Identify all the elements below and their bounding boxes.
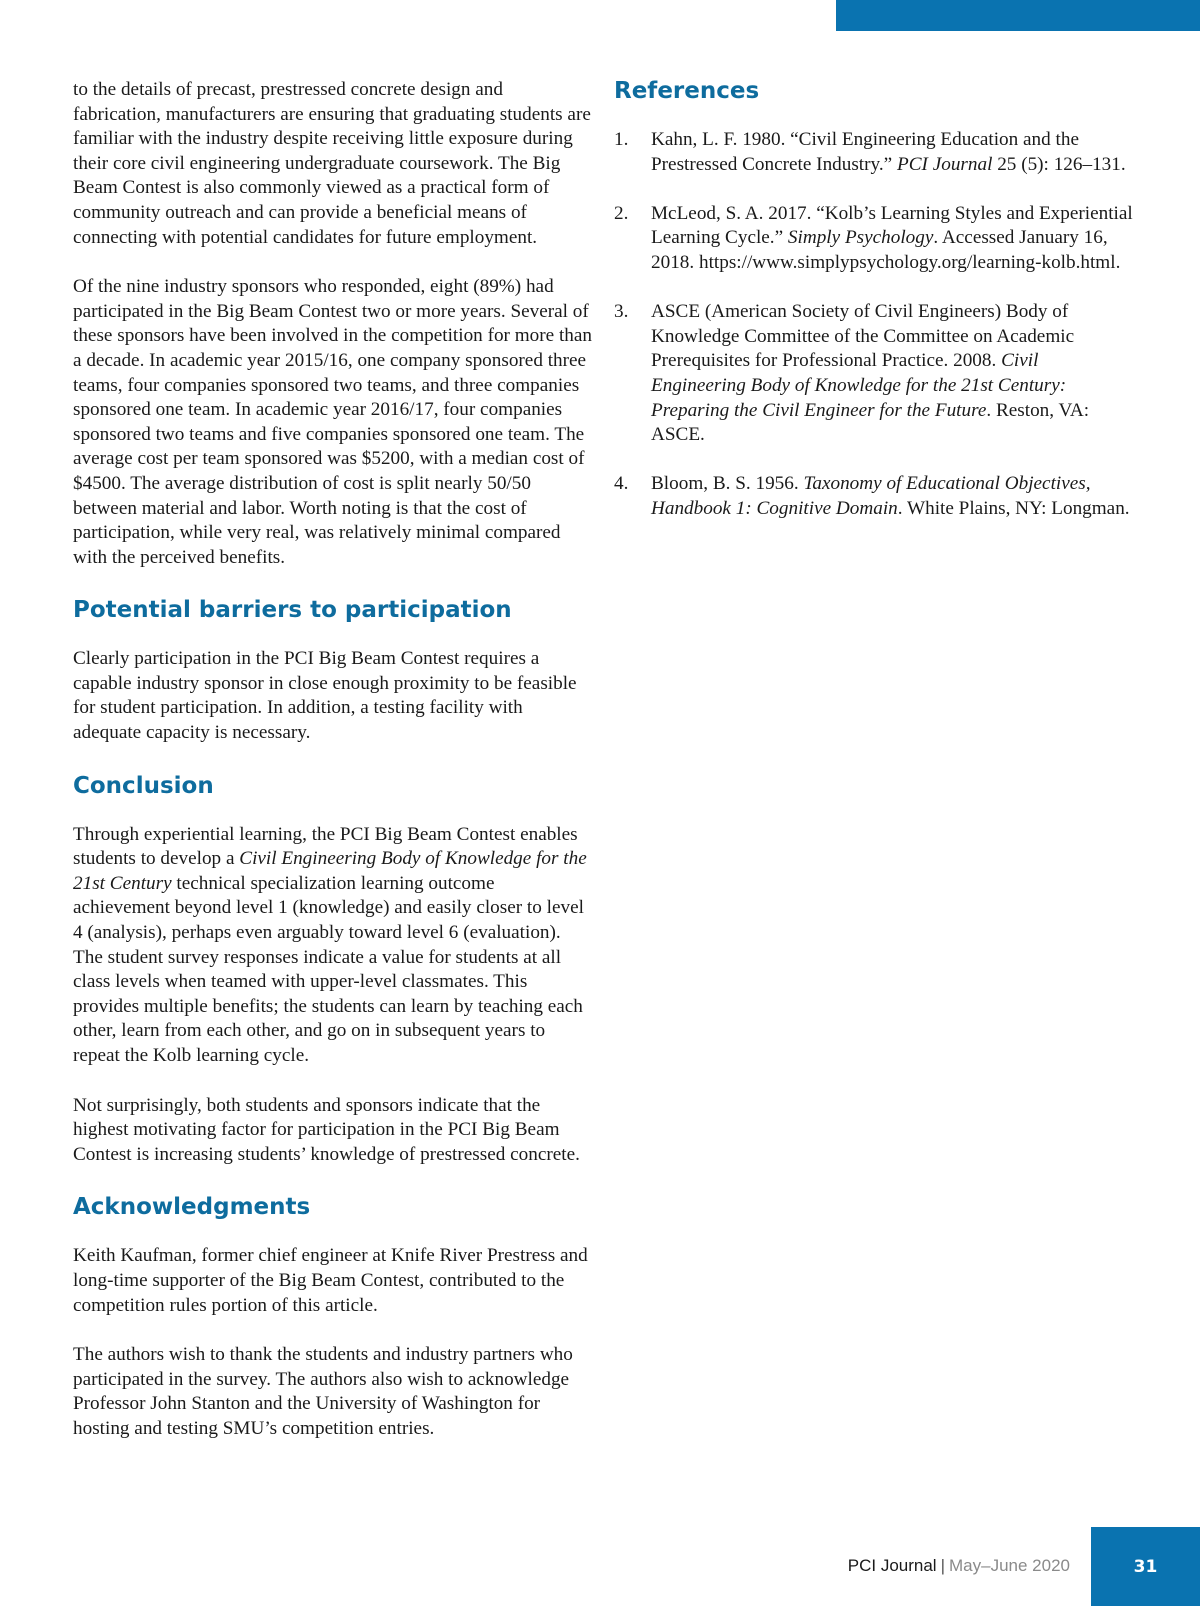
top-accent-bar (836, 0, 1200, 31)
reference-text: McLeod, S. A. 2017. “Kolb’s Learning Styles and Experiential Learning Cycle.” (651, 202, 1133, 249)
acknowledgments-heading: Acknowledgments (73, 1194, 311, 1221)
footer-journal-info (848, 1556, 1070, 1576)
acknowledgments-paragraph-2: The authors wish to thank the students and industry partners who participated in the survey. The authors also wish to acknowledge Professor John Stanton and the University of Washington for hosting and testing SMU’s competition entries. (73, 1344, 573, 1439)
barriers-paragraph: Clearly participation in the PCI Big Beam Contest requires a capable industry sponsor in close enough proximity to be feasible for student participation. In addition, a testing facility with adequate capacity is necessary. (73, 648, 577, 744)
references-heading: References (614, 78, 760, 104)
reference-text-post: 25 (5): 126–131. (992, 153, 1126, 175)
reference-italic: Taxonomy of Educational Objectives, Handbook 1: Cognitive Domain (651, 473, 1091, 519)
acknowledgments-paragraph-1: Keith Kaufman, former chief engineer at Knife River Prestress and long-time supporter of the Big Beam Contest, contributed to the competition rules portion of this article. (73, 1245, 588, 1316)
footer-issue-date: May–June 2020 (949, 1556, 1070, 1575)
page-number: 31 (1133, 1556, 1158, 1577)
conclusion-heading: Conclusion (73, 772, 214, 799)
reference-number: 4. (614, 473, 629, 495)
reference-italic: Civil Engineering Body of Knowledge for the 21st Century: Preparing the Civil Engineer for the Future (651, 350, 1067, 421)
conclusion-text-b: technical specialization learning outcome achievement beyond level 1 (knowledge) and easily closer to level 4 (analysis), perhaps even arguably toward level 6 (evaluation). The student survey responses indicate a value for students at all class levels when teamed with upper-level classmates. This provides multiple benefits; the students can learn by teaching each other, learn from each other, and go on in subsequent years to repeat the Kolb learning cycle. (73, 872, 584, 1066)
conclusion-text-a: Through experiential learning, the PCI Big Beam Contest enables students to develop a (73, 823, 578, 870)
conclusion-paragraph-2: Not surprisingly, both students and sponsors indicate that the highest motivating factor for participation in the PCI Big Beam Contest is increasing students’ knowledge of prestressed concrete. (73, 1094, 580, 1165)
reference-text-post: . Reston, VA: ASCE. (651, 399, 1090, 446)
references-list (614, 128, 1134, 522)
reference-text-post: . White Plains, NY: Longman. (897, 497, 1130, 519)
conclusion-italic-title: Civil Engineering Body of Knowledge for the 21st Century (73, 848, 587, 894)
intro-paragraph-1: to the details of precast, prestressed concrete design and fabrication, manufacturers are ensuring that graduating students are familiar with the industry despite receiving little exposure during their core civil engineering undergraduate coursework. The Big Beam Contest is also commonly viewed as a practical form of community outreach and can provide a beneficial means of connecting with potential candidates for future employment. (73, 79, 591, 248)
right-column (614, 76, 1134, 546)
page-number-box (1091, 1527, 1200, 1606)
reference-text: ASCE (American Society of Civil Engineers) Body of Knowledge Committee of the Committee on Academic Prerequisites for Professional Practice. 2008. (651, 301, 1075, 372)
reference-text-post: . Accessed January 16, 2018. https://www.simplypsychology.org/learning-kolb.html. (651, 227, 1121, 273)
reference-text: Bloom, B. S. 1956. (651, 473, 804, 495)
reference-item (614, 300, 1134, 448)
intro-paragraph-2: Of the nine industry sponsors who responded, eight (89%) had participated in the Big Beam Contest two or more years. Several of these sponsors have been involved in the competition for more than a decade. In academic year 2015/16, one company sponsored three teams, four companies sponsored two teams, and three companies sponsored one team. In academic year 2016/17, four companies sponsored two teams and five companies sponsored one team. The average cost per team sponsored was $5200, with a median cost of $4500. The average distribution of cost is split nearly 50/50 between material and labor. Worth noting is that the cost of participation, while very real, was relatively minimal compared with the perceived benefits. (73, 276, 592, 568)
left-column (73, 78, 593, 1467)
footer-journal-name: PCI Journal (847, 1556, 937, 1575)
reference-italic: Simply Psychology (787, 227, 934, 249)
reference-text: Kahn, L. F. 1980. “Civil Engineering Education and the Prestressed Concrete Industry.” (651, 129, 1079, 175)
barriers-heading: Potential barriers to participation (73, 597, 512, 624)
reference-number: 3. (614, 301, 629, 323)
reference-item (614, 472, 1134, 521)
reference-number: 1. (614, 129, 629, 150)
conclusion-paragraph-1 (73, 823, 593, 1069)
reference-item (614, 128, 1134, 177)
reference-item (614, 202, 1134, 276)
reference-number: 2. (614, 202, 629, 224)
reference-italic: PCI Journal (897, 153, 993, 175)
footer-separator: | (940, 1556, 946, 1575)
